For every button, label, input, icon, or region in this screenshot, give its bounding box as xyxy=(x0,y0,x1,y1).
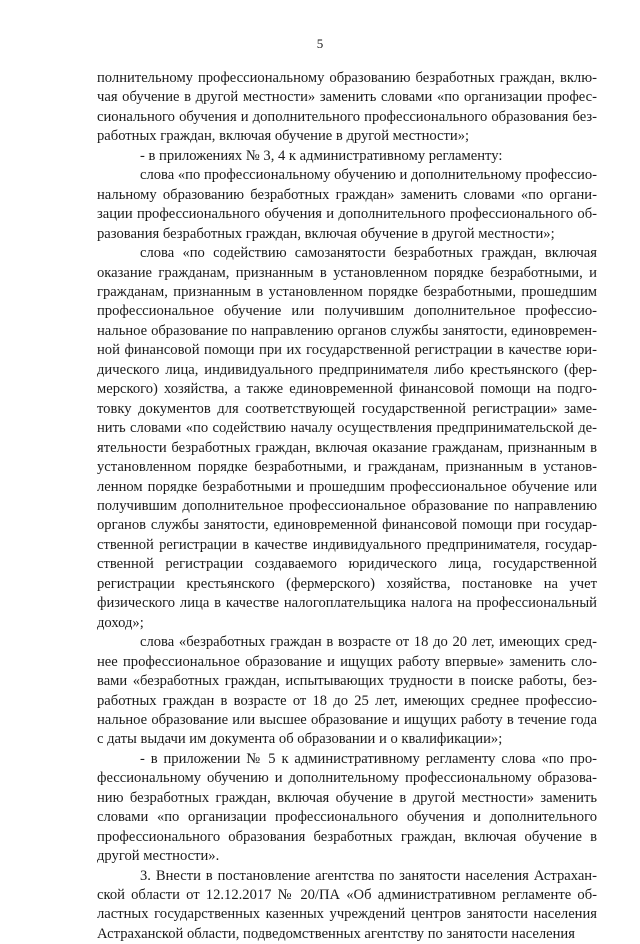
paragraph-appendices-3-4: - в приложениях № 3, 4 к административному регламенту: xyxy=(140,147,503,164)
paragraph-appendix-5: - в приложении № 5 к административному регламенту слова «по профессиональному обучению и дополнительному профессиональному образованию безработных граждан, включая обучение в другой местности» заменить словами «по организации профессионального обучения и дополнительного профессионального образования безработных граждан, включая обучение в другой местности». xyxy=(97,750,597,865)
paragraph-words-training: слова «по профессиональному обучению и дополнительному профессиональному образованию безработных граждан» заменить словами «по организации профессионального обучения и дополнительного профессионального образования безработных граждан, включая обучение в другой местности»; xyxy=(97,167,597,242)
paragraph-item-3: 3. Внести в постановление агентства по занятости населения Астраханской области от 12.12.2017 № 20/ПА «Об административном регламенте областных государственных казенных учреждений центров занятости населения Астраханской области, подведомственных агентству по занятости населения xyxy=(97,867,597,942)
paragraph-continuation: полнительному профессиональному образованию безработных граждан, включая обучение в другой местности» заменить словами «по организации профессионального обучения и дополнительного профессионального образования безработных граждан, включая обучение в другой местности»; xyxy=(97,70,597,145)
paragraph-words-self-employment: слова «по содействию самозанятости безработных граждан, включая оказание гражданам, признанным в установленном порядке безработными, и гражданам, признанным в установленном порядке безработными, прошедшим профессиональное обучение или получившим дополнительное профессиональное образование по направлению органов службы занятости, единовременной финансовой помощи при их государственной регистрации в качестве юридического лица, индивидуального предпринимателя либо крестьянского (фермерского) хозяйства, а также единовременной финансовой помощи на подготовку документов для соответствующей государственной регистрации» заменить словами «по содействию началу осуществления предпринимательской деятельности безработных граждан, включая оказание гражданам, признанным в установленном порядке безработными, и гражданам, признанным в установленном порядке безработными и прошедшим профессиональное обучение или получившим дополнительное профессиональное образование по направлению органов службы занятости, единовременной финансовой помощи при государственной регистрации в качестве индивидуального предпринимателя, государственной регистрации создаваемого юридического лица, государственной регистрации крестьянского (фермерского) хозяйства, постановке на учет физического лица в качестве налогоплательщика налога на профессиональный доход»; xyxy=(97,245,597,631)
document-body xyxy=(97,69,597,944)
page-number: 5 xyxy=(316,36,324,51)
paragraph-words-age-18-20: слова «безработных граждан в возрасте от 18 до 20 лет, имеющих среднее профессиональное образование и ищущих работу впервые» заменить словами «безработных граждан, испытывающих трудности в поиске работы, безработных граждан в возрасте от 18 до 25 лет, имеющих среднее профессиональное образование или высшее образование и ищущих работу в течение года с даты выдачи им документа об образовании и о квалификации»; xyxy=(97,634,597,748)
